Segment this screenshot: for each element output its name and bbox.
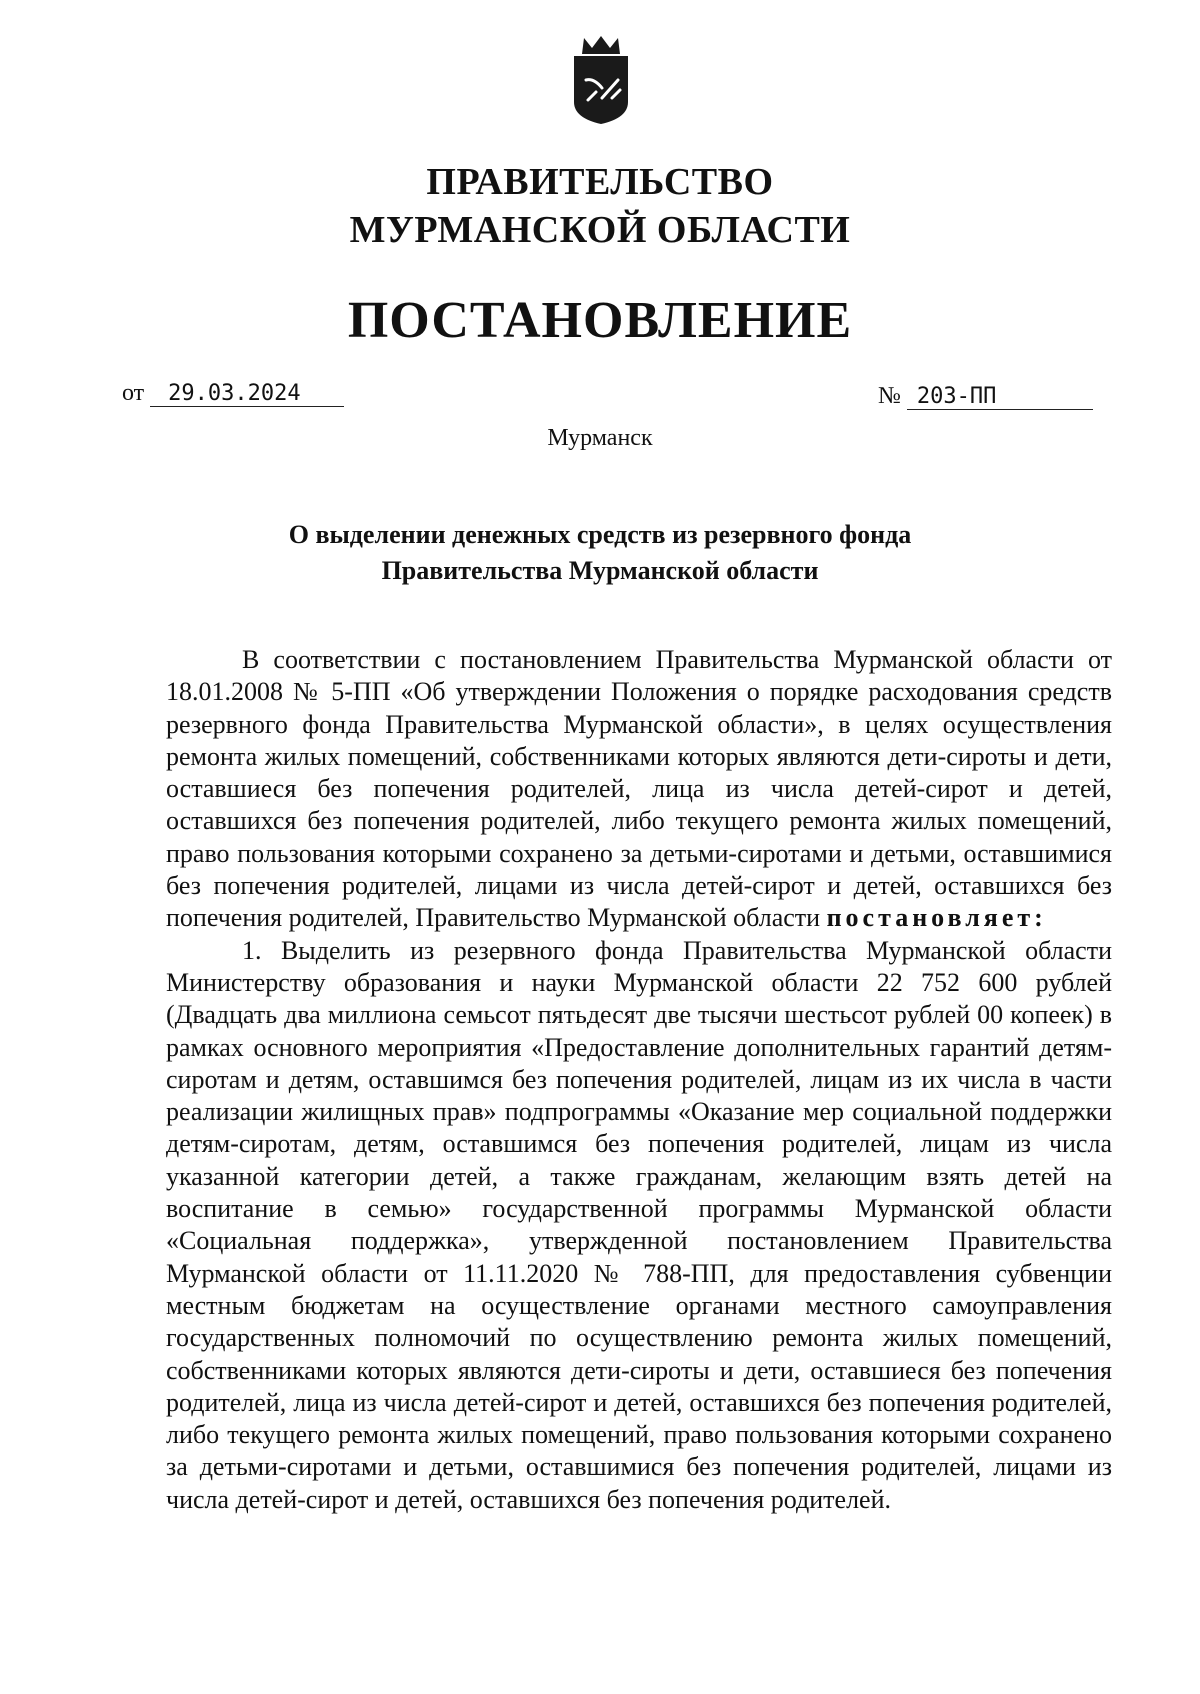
document-type-heading: ПОСТАНОВЛЕНИЕ bbox=[347, 292, 853, 349]
government-title-line2: МУРМАНСКОЙ ОБЛАСТИ bbox=[349, 209, 851, 251]
date-prefix: от bbox=[122, 380, 145, 406]
number-value: 203-ПП bbox=[907, 384, 1093, 410]
city-name: Мурманск bbox=[547, 425, 653, 451]
subject-line1: О выделении денежных средств из резервного фонда bbox=[288, 520, 912, 549]
preamble-paragraph bbox=[166, 644, 1112, 935]
subject-line2: Правительства Мурманской области bbox=[381, 556, 819, 585]
date-value: 29.03.2024 bbox=[150, 381, 344, 407]
document-number bbox=[878, 383, 1093, 417]
coat-of-arms-emblem bbox=[562, 32, 640, 126]
clause-1-paragraph: 1. Выделить из резервного фонда Правительства Мурманской области Министерству образования и науки Мурманской области 22 752 600 рублей (Двадцать два миллиона семьсот пятьдесят две тысячи шестьсот рублей 00 копеек) в рамках основного мероприятия «Предоставление дополнительных гарантий детям-сиротам и детям, оставшимся без попечения родителей, лицам из их числа в части реализации жилищных прав» подпрограммы «Оказание мер социальной поддержки детям-сиротам, детям, оставшимся без попечения родителей, лицам из числа указанной категории детей, а также гражданам, желающим взять детей на воспитание в семью» государственной программы Мурманской области «Социальная поддержка», утвержденной постановлением Правительства Мурманской области от 11.11.2020 № 788-ПП, для предоставления субвенции местным бюджетам на осуществление органами местного самоуправления государственных полномочий по осуществлению ремонта жилых помещений, собственниками которых являются дети-сироты и дети, оставшиеся без попечения родителей, лица из числа детей-сирот и детей, оставшихся без попечения родителей, либо текущего ремонта жилых помещений, право пользования которыми сохранено за детьми-сиротами и детьми, оставшимися без попечения родителей, лицами из числа детей-сирот и детей, оставшихся без попечения родителей. bbox=[166, 935, 1112, 1514]
document-subject bbox=[0, 517, 1200, 589]
government-title-line1: ПРАВИТЕЛЬСТВО bbox=[426, 161, 774, 203]
number-prefix: № bbox=[878, 383, 901, 409]
decree-word: постановляет: bbox=[826, 903, 1047, 933]
preamble-text: В соответствии с постановлением Правительства Мурманской области от 18.01.2008 № 5-ПП «Об утверждении Положения о порядке расходования средств резервного фонда Правительства Мурманской области», в целях осуществления ремонта жилых помещений, собственниками которых являются дети-сироты и дети, оставшиеся без попечения родителей, лица из числа детей-сирот и детей, оставшихся без попечения родителей, либо текущего ремонта жилых помещений, право пользования которыми сохранено за детьми-сиротами и детьми, оставшимися без попечения родителей, лицами из числа детей-сирот и детей, оставшихся без попечения родителей, Правительство Мурманской области bbox=[166, 645, 1112, 933]
document-date bbox=[122, 380, 344, 414]
document-body bbox=[166, 644, 1112, 1516]
